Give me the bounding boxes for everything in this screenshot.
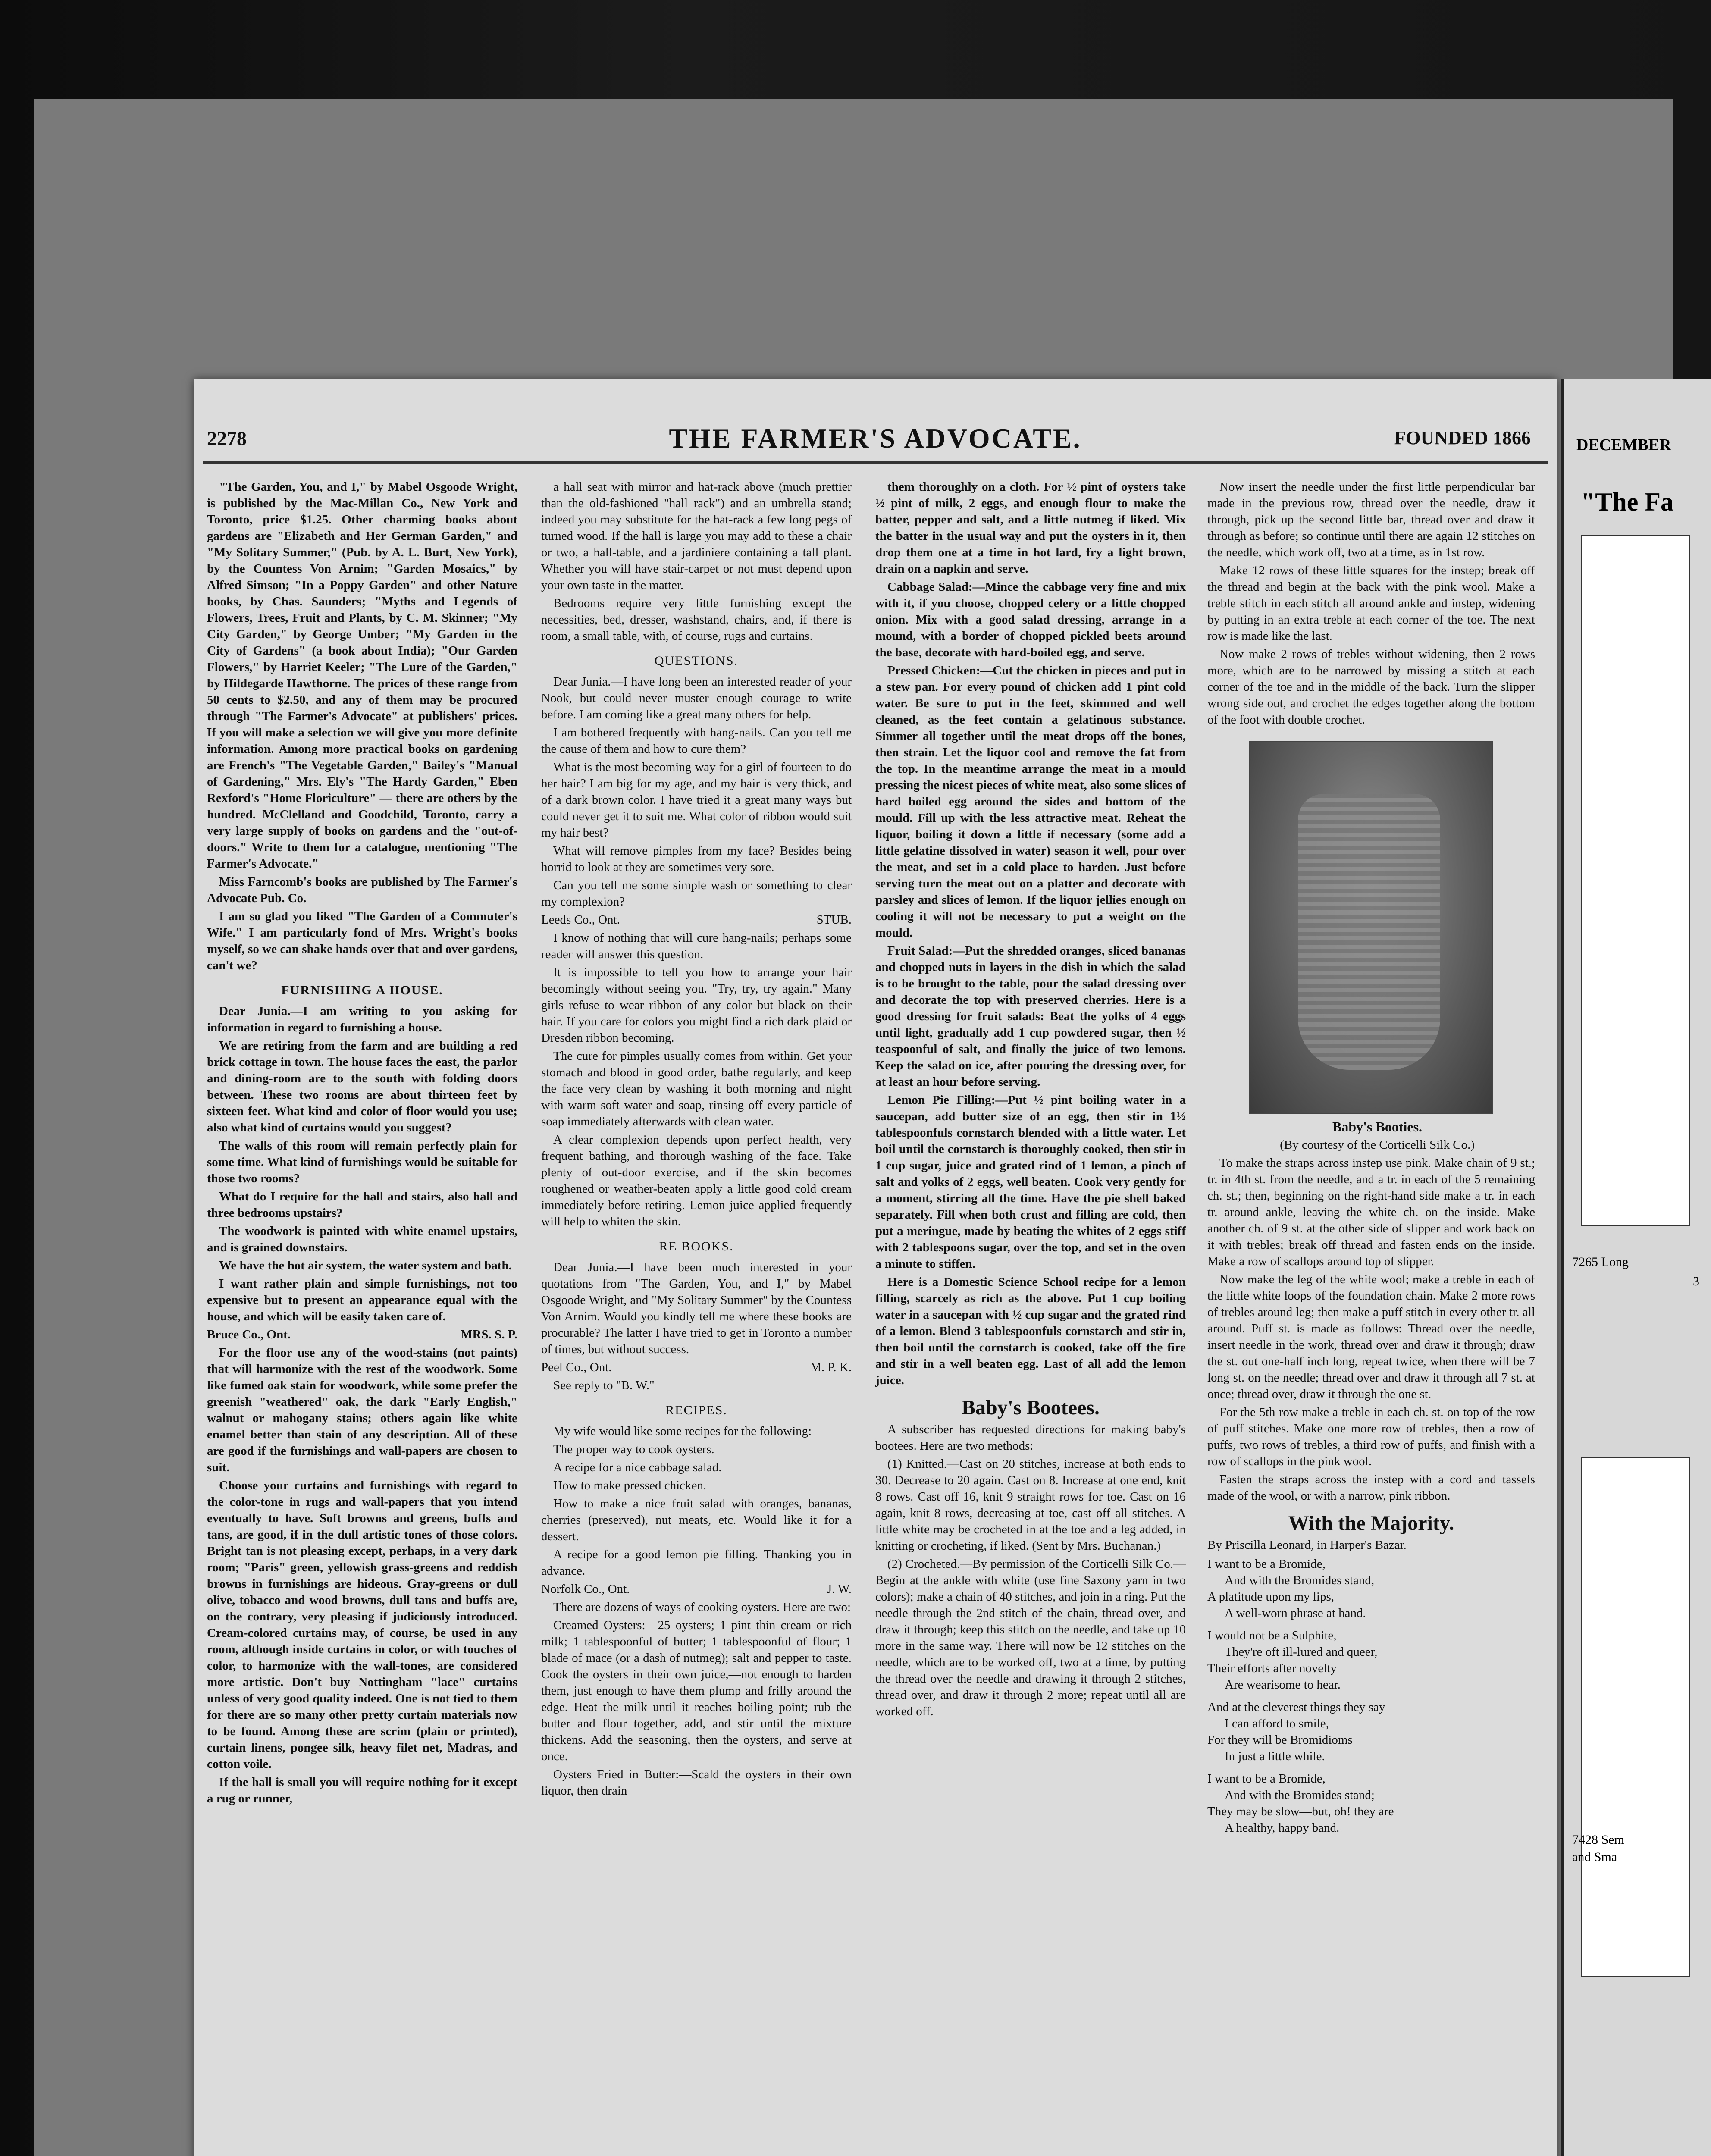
poem-line: I want to be a Bromide, (1207, 1772, 1326, 1786)
poem-line: And at the cleverest things they say (1207, 1700, 1385, 1714)
paragraph: I am bothered frequently with hang-nails. Can you tell me the cause of them and how to cure them? (541, 726, 852, 756)
column-4 (1207, 479, 1535, 2156)
poem-line: Are wearisome to hear. (1225, 1678, 1341, 1692)
poem-stanza (1207, 1627, 1535, 1693)
signature: Leeds Co., Ont. STUB. (541, 913, 852, 927)
paragraph: The walls of this room will remain perfectly plain for some time. What kind of furnishings would be suitable for those two rooms? (207, 1139, 517, 1185)
see-reply: See reply to "B. W." (553, 1379, 655, 1392)
paragraph: The woodwork is painted with white enamel upstairs, and is grained downstairs. (207, 1224, 517, 1254)
paragraph: How to make a nice fruit salad with oranges, bananas, cherries (preserved), nut meats, etc. Would like it for a dessert. (541, 1497, 852, 1543)
paragraph: Now make the leg of the white wool; make a treble in each of the little white loops of the foundation chain. Make 2 more rows of trebles around leg; then make a puff stitch in every other tr. all around. Puff st. is made as follows: Thread over the needle, insert needle in the work, thread over and draw it through; draw the st. out one-half inch long, repeat twice, when there will be 7 long st. on the needle; thread over and draw it through all 7 st. at once; thread over, draw it through the one st. (1207, 1272, 1535, 1401)
paragraph: A recipe for a nice cabbage salad. (553, 1460, 722, 1474)
paragraph: Creamed Oysters:—25 oysters; 1 pint thin cream or rich milk; 1 tablespoonful of butter; 1 tablespoonful of flour; 1 blade of mace (or a dash of nutmeg); salt and pepper to taste. Cook the oysters in their own juice,—not enough to harden them, just enough to have them plump and frilly around the edge. Heat the milk until it reaches boiling point; rub the butter and flour together, add, and stir until the mixture thickens. Add the seasoning, then the oysters, and serve at once. (541, 1618, 852, 1763)
paragraph: Fruit Salad:—Put the shredded oranges, sliced bananas and chopped nuts in layers in the dish in which the salad is to be brought to the table, pour the salad dressing over and decorate the top with preserved cherries. Here is a good dressing for fruit salads: Beat the yolks of 4 eggs until light, gradually add 1 cup powdered sugar, then ½ teaspoonful of salt, and finally the juice of two lemons. Keep the salad on ice, after pouring the dressing over, for at least an hour before serving. (875, 944, 1186, 1089)
paragraph: Here is a Domestic Science School recipe for a lemon filling, scarcely as rich as the above. Put 1 cup boiling water in a saucepan with ½ cup sugar and the grated rind of a lemon. Blend 3 tablespoonfuls cornstarch and stir in, then boil until the cornstarch is cooked, take off the fire and stir in a well beaten egg. Last of all add the lemon juice. (875, 1275, 1186, 1387)
paragraph: Fasten the straps across the instep with a cord and tassels made of the wool, or with a narrow, pink ribbon. (1207, 1473, 1535, 1503)
paragraph: What will remove pimples from my face? Besides being horrid to look at they are sometimes very sore. (541, 844, 852, 874)
paragraph: "The Garden, You, and I," by Mabel Osgoode Wright, is published by the Mac-Millan Co., New York and Toronto, price $1.25. Other charming books about gardens are "Elizabeth and Her German Garden," and "My Solitary Summer," (Pub. by A. L. Burt, New York), by the Countess Von Arnim; "Garden Mosaics," by Alfred Simson; "In a Poppy Garden" and other Nature books, by Chas. Saunders; "Myths and Legends of Flowers, Trees, Fruit and Plants, by C. M. Skinner; "My City Garden," by George Umber; "My Garden in the City of Gardens" (a book about India); "Our Garden Flowers," by Harriet Keeler; "The Lure of the Garden," by Hildegarde Hawthorne. The prices of these range from 50 cents to $2.50, and any of them may be procured through "The Farmer's Advocate" at publishers' prices. If you will make a selection we will give you more definite information. Among more practical books on gardening are French's "The Vegetable Garden," Bailey's "Manual of Gardening," Mrs. Ely's "The Hardy Garden," Eben Rexford's "Home Floriculture" — there are others by the hundred. McClelland and Goodchild, Toronto, carry a very large supply of books on gardens and the "out-of-doors." Write to them for a catalogue, mentioning "The Farmer's Advocate." (207, 480, 517, 871)
page-header (194, 423, 1557, 457)
paragraph: I know of nothing that will cure hang-nails; perhaps some reader will answer this question. (541, 931, 852, 961)
paragraph: Miss Farncomb's books are published by The Farmer's Advocate Pub. Co. (207, 875, 517, 905)
poem-line: I would not be a Sulphite, (1207, 1629, 1337, 1642)
poem-line: They may be slow—but, oh! they are (1207, 1805, 1394, 1818)
poem-line: A healthy, happy band. (1225, 1821, 1340, 1835)
poem-line: And with the Bromides stand; (1225, 1788, 1375, 1802)
paragraph: Make 12 rows of these little squares for the instep; break off the thread and begin at the back with the pink wool. Make a treble stitch in each stitch all around ankle and instep, widening by putting in an extra treble at each corner of the toe. The next row is made like the last. (1207, 564, 1535, 643)
poem-line: I want to be a Bromide, (1207, 1557, 1326, 1571)
paragraph: It is impossible to tell you how to arrange your hair becomingly without seeing you. "Try, try, try again." Many girls refuse to wear ribbon of any color but black on their hair. If you care for colors you might find a rich dark plaid or Dresden ribbon becoming. (541, 965, 852, 1045)
paragraph: We are retiring from the farm and are building a red brick cottage in town. The house faces the east, the parlor and dining-room are to the south with folding doors between. These two rooms are about thirteen feet by sixteen feet. What kind and color of floor would you use; also what kind of curtains would you suggest? (207, 1039, 517, 1134)
poem-stanza (1207, 1699, 1535, 1764)
adjacent-page-title: "The Fa (1581, 488, 1673, 516)
paragraph: I am so glad you liked "The Garden of a Commuter's Wife." I am particularly fond of Mrs. Wright's books myself, so we can shake hands over that and over gardens, can't we? (207, 909, 517, 972)
section-heading-re-books: RE BOOKS. (659, 1239, 734, 1253)
paragraph: Cabbage Salad:—Mince the cabbage very fine and mix with it, if you choose, chopped celery or a little chopped onion. Mix with a good salad dressing, arrange in a mound, with a border of chopped pickled beets around the base, decorate with hard-boiled egg, and serve. (875, 580, 1186, 659)
photo-caption: Baby's Booties. (1332, 1119, 1423, 1134)
paragraph: How to make pressed chicken. (553, 1479, 707, 1492)
fashion-figure-2 (1581, 1457, 1690, 1977)
pattern-label-1: 7265 Long (1572, 1255, 1629, 1269)
bootees-photo (1249, 741, 1493, 1114)
paragraph: The proper way to cook oysters. (553, 1442, 714, 1456)
paragraph: Choose your curtains and furnishings with regard to the color-tone in rugs and wall-papers that you intend eventually to have. Soft browns and greens, buffs and tans, are good, if in the dull artistic tones of those colors. Bright tan is not pleasing except, perhaps, in a very dark room; "Paris" green, yellowish grass-greens and reddish browns in furnishings are hideous. Gray-greens or dull olive, tobacco and wood browns, dull tans and buffs are, on the contrary, very pleasing if judiciously introduced. Cream-colored curtains may, of course, be used in any room, although inside curtains in color, or with touches of color, to harmonize with the wall-tones, are considered more artistic. Don't buy Nottingham "lace" curtains unless of very good quality indeed. One is not tied to them for there are so many other pretty curtain materials now to be found. Among these are scrim (plain or printed), curtain linens, pongee silk, heavy filet net, Madras, and cotton voile. (207, 1479, 517, 1771)
paragraph: Dear Junia.—I have been much interested in your quotations from "The Garden, You, and I," by Mabel Osgoode Wright, and "My Solitary Summer" by the Countess Von Arnim. Would you kindly tell me where these books are procurable? The latter I have tried to get in Toronto a number of times, but without success. (541, 1260, 852, 1356)
poem-byline: By Priscilla Leonard, in Harper's Bazar. (1207, 1538, 1407, 1552)
paragraph: What is the most becoming way for a girl of fourteen to do her hair? I am big for my age, and my hair is very thick, and of a dark brown color. I have tried it a great many ways but could never get it to suit me. What color of ribbon would suit my hair best? (541, 760, 852, 840)
paragraph: Bedrooms require very little furnishing except the necessities, bed, dresser, washstand, chairs, and, if there is room, a small table, with, of course, rugs and curtains. (541, 596, 852, 643)
paragraph: Dear Junia.—I am writing to you asking for information in regard to furnishing a house. (207, 1004, 517, 1034)
poem-stanza (1207, 1556, 1535, 1621)
poem-line: And with the Bromides stand, (1225, 1573, 1375, 1587)
photo-credit: (By courtesy of the Corticelli Silk Co.) (1280, 1138, 1475, 1152)
column-1 (207, 479, 517, 2156)
poem-line: They're oft ill-lured and queer, (1225, 1645, 1378, 1659)
pattern-label-2b: and Sma (1572, 1850, 1617, 1864)
pattern-label-1b: 3 (1693, 1274, 1699, 1288)
article-title-babys-bootees: Baby's Bootees. (961, 1396, 1100, 1419)
poem-title: With the Majority. (1288, 1512, 1454, 1535)
adjacent-page-fragment (1561, 379, 1711, 2156)
signature: Peel Co., Ont. M. P. K. (541, 1360, 852, 1374)
paragraph: The cure for pimples usually comes from within. Get your stomach and blood in good order, bathe regularly, and keep the face very clean by washing it both morning and night with warm soft water and soap, rinsing off every particle of soap immediately afterwards with clean water. (541, 1049, 852, 1128)
masthead-title: THE FARMER'S ADVOCATE. (669, 423, 1082, 454)
paragraph: My wife would like some recipes for the following: (553, 1424, 812, 1438)
newspaper-page (194, 379, 1557, 2156)
paragraph: I want rather plain and simple furnishings, not too expensive but to present an appearance equal with the house, and which will be easily taken care of. (207, 1277, 517, 1323)
paragraph: them thoroughly on a cloth. For ½ pint of oysters take ½ pint of milk, 2 eggs, and enough flour to make the batter, pepper and salt, and a little nutmeg if liked. Mix the batter in the usual way and put the oysters in it, then drop them one at a time in hot lard, fry a light brown, drain on a napkin and serve. (875, 480, 1186, 576)
pattern-label-2: 7428 Sem (1572, 1833, 1624, 1847)
paragraph: A clear complexion depends upon perfect health, very frequent bathing, and thorough washing of the face. Take plenty of out-door exercise, and if the skin becomes roughened or weather-beaten apply a little good cold cream immediately before retiring. Lemon juice applied frequently will help to whiten the skin. (541, 1133, 852, 1228)
paragraph: (1) Knitted.—Cast on 20 stitches, increase at both ends to 30. Decrease to 20 again. Cast on 8. Increase at one end, knit 8 rows. Cast off 16, knit 9 straight rows for toe. Cast on 16 again, knit 8 rows, decreasing at toe, cast off all stitches. A little white may be crocheted in at the toe and a leg added, in knitting or crocheting, if liked. (Sent by Mrs. Buchanan.) (875, 1457, 1186, 1553)
paragraph: For the 5th row make a treble in each ch. st. on top of the row of puff stitches. Make one more row of trebles, then a row of puffs, two rows of trebles, a third row of puffs, and finish with a row of scallops in the pink wool. (1207, 1405, 1535, 1468)
paragraph: (2) Crocheted.—By permission of the Corticelli Silk Co.—Begin at the ankle with white (use fine Saxony yarn in two colors); make a chain of 40 stitches, and join in a ring. Put the needle through the 2nd stitch of the chain, thread over, and draw it through; keep this stitch on the needle, and take up 10 more in the same way. There will now be 12 stitches on the needle, which are to be worked off, two at a time, by putting the thread over the needle and drawing it through 2 stitches, thread over, and draw it through 2 more; repeat until all are worked off. (875, 1557, 1186, 1718)
poem-line: A platitude upon my lips, (1207, 1590, 1335, 1604)
fashion-figure-1 (1581, 535, 1690, 1226)
paragraph: We have the hot air system, the water system and bath. (219, 1259, 512, 1272)
paragraph: For the floor use any of the wood-stains (not paints) that will harmonize with the rest of the woodwork. Some like fumed oak stain for woodwork, while some prefer the greenish "weathered" oak, the dark "Early English," walnut or mahogany stains; others again like white enamel better than stain of any description. All of these are good if the furnishings and wall-papers are chosen to suit. (207, 1346, 517, 1474)
header-rule (203, 461, 1548, 464)
poem-stanza (1207, 1771, 1535, 1836)
paragraph: There are dozens of ways of cooking oysters. Here are two: (553, 1600, 851, 1614)
paragraph: Now make 2 rows of trebles without widening, then 2 rows more, which are to be narrowed by missing a stitch at each corner of the toe and in the middle of the back. Turn the slipper wrong side out, and crochet the edges together along the bottom of the foot with double crochet. (1207, 647, 1535, 727)
paragraph: What do I require for the hall and stairs, also hall and three bedrooms upstairs? (207, 1190, 517, 1220)
section-heading-recipes: RECIPES. (665, 1403, 727, 1417)
page-number: 2278 (207, 427, 247, 449)
poem-line: For they will be Bromidioms (1207, 1733, 1353, 1747)
section-heading-questions: QUESTIONS. (654, 654, 739, 668)
paragraph: Can you tell me some simple wash or something to clear my complexion? (541, 878, 852, 909)
paragraph: Oysters Fried in Butter:—Scald the oysters in their own liquor, then drain (541, 1767, 852, 1798)
poem-line: In just a little while. (1225, 1749, 1325, 1763)
paragraph: Now insert the needle under the first little perpendicular bar made in the previous row, thread over the needle, draw it through, pick up the second little bar, thread over and draw it through as before; so continue until there are again 12 stitches on the needle, which work off, two at a time, as in 1st row. (1207, 480, 1535, 559)
poem-line: I can afford to smile, (1225, 1717, 1329, 1730)
founded-line: FOUNDED 1866 (1394, 427, 1531, 448)
poem-line: Their efforts after novelty (1207, 1661, 1337, 1675)
paragraph: A recipe for a good lemon pie filling. Thanking you in advance. (541, 1548, 852, 1578)
poem-line: A well-worn phrase at hand. (1225, 1606, 1366, 1620)
paragraph: To make the straps across instep use pink. Make chain of 9 st.; tr. in 4th st. from the needle, and a tr. in each of the 5 remaining ch. st.; then, beginning on the right-hand side make a tr. in each tr. around ankle, leaving the white ch. on the inside. Make another ch. of 9 st. at the other side of slipper and work back on it with trebles; break off thread and fasten ends on the inside. Make a row of scallops around top of slipper. (1207, 1156, 1535, 1268)
paragraph: Pressed Chicken:—Cut the chicken in pieces and put in a stew pan. For every pound of chicken add 1 pint cold water. Be sure to put in the feet, skimmed and well cleaned, as the feet contain a gelatinous substance. Simmer all together until the meat drops off the bones, then strain. Let the liquor cool and remove the fat from the top. In the meantime arrange the meat in a mould pressing the nicest pieces of white meat, also some slices of hard boiled egg around the sides and bottom of the mould. Fill up with the less attractive meat. Reheat the liquor, boiling it down a little if necessary (some add a little gelatine dissolved in water) season it well, pour over the meat, and set in a cold place to harden. Just before serving turn the meat out on a platter and decorate with parsley and slices of lemon. If the liquor jellies enough on cooling it will not be necessary to put a weight on the mould. (875, 664, 1186, 940)
adjacent-page-header: DECEMBER (1576, 436, 1671, 454)
column-2 (541, 479, 852, 2156)
paragraph: Dear Junia.—I have long been an interested reader of your Nook, but could never muster enough courage to write before. I am coming like a great many others for help. (541, 675, 852, 721)
paragraph: Lemon Pie Filling:—Put ½ pint boiling water in a saucepan, add butter size of an egg, then stir in 1½ tablespoonfuls cornstarch blended with a little water. Let boil until the cornstarch is thoroughly cooked, then stir in 1 cup sugar, juice and grated rind of 1 lemon, a pinch of salt and yolks of 2 eggs, well beaten. Cook very gently for a moment, stirring all the time. Have the pie shell baked separately. Fill when both crust and filling are cold, then put a meringue, made by beating the whites of 2 eggs stiff with 2 tablespoons sugar, over the top, and set in the oven a minute to stiffen. (875, 1093, 1186, 1271)
signature: Bruce Co., Ont. MRS. S. P. (207, 1328, 517, 1341)
column-3 (875, 479, 1186, 2156)
paragraph: a hall seat with mirror and hat-rack above (much prettier than the old-fashioned "hall rack") and an umbrella stand; indeed you may substitute for the hat-rack a few long pegs of turned wood. If the hall is large you may add to these a chair or two, a hall-table, and a jardiniere containing a tall plant. Whether you will have stair-carpet or not must depend upon your own taste in the matter. (541, 480, 852, 592)
paragraph: A subscriber has requested directions for making baby's bootees. Here are two methods: (875, 1423, 1186, 1453)
signature: Norfolk Co., Ont. J. W. (541, 1582, 852, 1596)
paragraph: If the hall is small you will require nothing for it except a rug or runner, (207, 1775, 517, 1805)
section-heading-furnishing: FURNISHING A HOUSE. (281, 983, 443, 997)
